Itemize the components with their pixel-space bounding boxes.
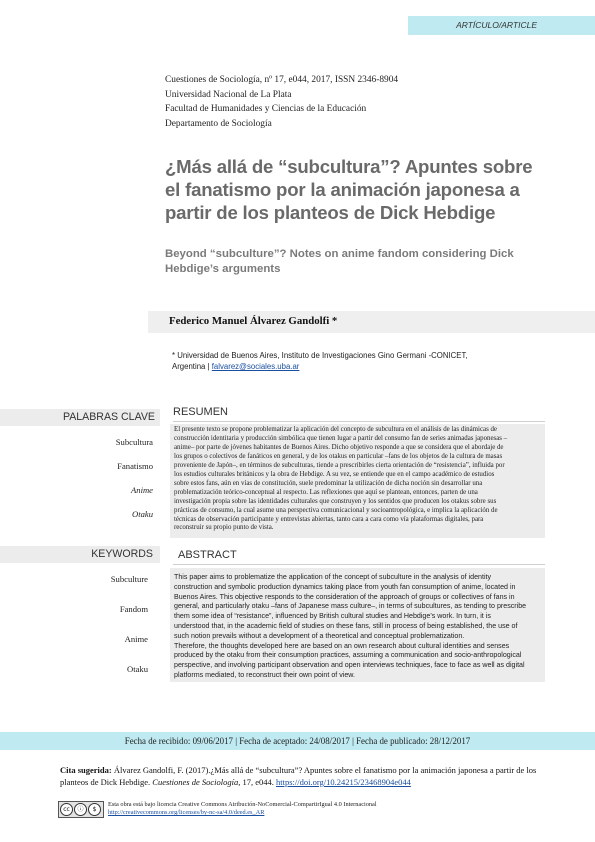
resumen-line: investigación propia sobre las identidades culturales que construyen y los sentidos que producen los otakus sobre sus xyxy=(174,497,497,505)
resumen-heading: RESUMEN xyxy=(173,406,229,418)
article-type-label: ARTÍCULO/ARTICLE xyxy=(456,20,537,30)
keyword-en: Anime xyxy=(124,634,148,644)
abstract-line: them some idea of “resistance”, influenced by British cultural studies and Hebdige’s work. In turn, it is xyxy=(174,612,491,621)
abstract-text xyxy=(174,573,542,681)
author-name: Federico Manuel Álvarez Gandolfi * xyxy=(169,315,338,327)
affiliation-line: * Universidad de Buenos Aires, Instituto de Investigaciones Gino Germani -CONICET, xyxy=(172,351,468,360)
abstract-line: understood that, in the academic field of studies on these fans, still in process of being established, the use of xyxy=(174,621,518,630)
abstract-line: platforms mediated, to reconstruct their own point of view. xyxy=(174,670,355,679)
keyword-es: Fanatismo xyxy=(117,461,153,471)
faculty-line: Facultad de Humanidades y Ciencias de la Educación xyxy=(165,104,367,115)
resumen-line: sobre estos fans, aún en vías de constitución, suele predominar la utilización de dicha noción sin desarrollar una xyxy=(174,479,483,487)
publication-dates: Fecha de recibido: 09/06/2017 | Fecha de aceptado: 24/08/2017 | Fecha de publicado: 28/12/2017 xyxy=(124,736,471,746)
keyword-en: Subculture xyxy=(110,574,148,584)
license-text: Esta obra está bajo licencia Creative Commons Atribución-NoComercial-CompartirIgual 4.0 Internacional xyxy=(108,801,377,808)
keyword-es: Subcultura xyxy=(115,437,153,447)
keywords-heading: KEYWORDS xyxy=(91,548,153,560)
abstract-line: This paper aims to problematize the application of the concept of subculture in the analysis of identity xyxy=(174,573,492,581)
resumen-line: los estudios culturales británicos y la obra de Hebdige. A su vez, se entiende que en el campo académico de estudios xyxy=(174,470,495,478)
license-link[interactable]: http://creativecommons.org/licenses/by-nc-sa/4.0/deed.es_AR xyxy=(108,809,265,816)
license-notice xyxy=(108,801,377,817)
abstract-heading: ABSTRACT xyxy=(178,549,237,561)
title-line: el fanatismo por la animación japonesa a xyxy=(165,179,520,200)
suggested-citation xyxy=(60,764,560,788)
creative-commons-badge[interactable] xyxy=(58,801,104,818)
author-affiliation xyxy=(172,350,572,372)
keyword-es: Anime xyxy=(131,485,153,495)
title-line: partir de los planteos de Dick Hebdige xyxy=(165,202,496,223)
citation-journal: Cuestiones de Sociología, xyxy=(152,777,241,787)
article-subtitle xyxy=(165,247,565,277)
abstract-rule xyxy=(173,564,545,565)
cc-icon: cc xyxy=(60,803,73,816)
affiliation-country: Argentina | xyxy=(172,362,212,371)
affiliation-line xyxy=(172,361,572,372)
resumen-line: los grupos o colectivos de fanáticos en general, y de los otakus en particular –fans de los objetos de la cultura de masas xyxy=(174,452,503,460)
subtitle-line: Hebdige’s arguments xyxy=(165,263,281,275)
title-line: ¿Más allá de “subcultura”? Apuntes sobre xyxy=(165,156,533,177)
department-line: Departamento de Sociología xyxy=(165,118,272,129)
resumen-line: técnicas de observación participante y entrevistas abiertas, tanto cara a cara como vía plataformas digitales, para xyxy=(174,515,484,523)
resumen-line: problematización teórico-conceptual al respecto. Las reflexiones que aquí se plantean, entonces, parten de una xyxy=(174,488,478,496)
nc-icon: $ xyxy=(88,803,101,816)
resumen-line: proveniente de Japón–, en términos de subculturas, tiende a prescribirles cierta orientación de “resistencia”, influida por xyxy=(174,461,505,469)
subtitle-line: Beyond “subculture”? Notes on anime fandom considering Dick xyxy=(165,248,514,260)
abstract-line: Therefore, the thoughts developed here are based on an own research about cultural identities and senses xyxy=(174,641,510,650)
keyword-en: Fandom xyxy=(119,604,148,614)
abstract-line: produced by the otaku from their consumption practices, assuming a communication and socio-anthropological xyxy=(174,651,522,660)
resumen-text xyxy=(174,426,542,533)
keyword-en: Otaku xyxy=(126,664,148,674)
journal-line: Cuestiones de Sociología, nº 17, e044, 2017, ISSN 2346-8904 xyxy=(165,75,399,85)
journal-header xyxy=(165,73,398,131)
citation-text: Álvarez Gandolfi, F. (2017).¿Más allá de “subcultura”? Apuntes sobre el fanatismo por la animación japonesa a partir de los planteos de Dick Hebdige. xyxy=(60,765,537,787)
citation-volume: 17, e044. xyxy=(240,777,277,787)
doi-link[interactable]: https://doi.org/10.24215/23468904e044 xyxy=(276,777,411,787)
resumen-line: reconstruir su propio punto de vista. xyxy=(174,524,274,532)
university-line: Universidad Nacional de La Plata xyxy=(165,89,292,100)
abstract-line: general, and particularly otaku –fans of Japanese mass culture–, in terms of subcultures, as tending to prescribe xyxy=(174,602,527,611)
palabras-clave-heading: PALABRAS CLAVE xyxy=(62,411,155,423)
abstract-line: Buenos Aires. This objective responds to the consideration of the approach of groups or collectives of fans in xyxy=(174,592,515,601)
citation-label: Cita sugerida: xyxy=(60,765,112,775)
resumen-line: anime– por parte de jóvenes habitantes de Buenos Aires. Dicho objetivo responde a que se considera que el abordaje de xyxy=(174,443,504,451)
article-title xyxy=(165,155,565,224)
abstract-line: perspective, and involving participant observation and open interviews techniques, face to face as well as digital xyxy=(174,661,525,670)
resumen-line: prácticas de consumo, la cual asume una perspectiva comunicacional y socioantropológica, e implica la aplicación de xyxy=(174,506,498,514)
article-type-tab xyxy=(408,16,595,35)
author-email-link[interactable]: falvarez@sociales.uba.ar xyxy=(211,362,300,371)
resumen-line: El presente texto se propone problematizar la aplicación del concepto de subcultura en el análisis de las dinámicas de xyxy=(174,426,497,433)
abstract-line: construction and symbolic production dynamics taking place from youth fan consumption of anime, located in xyxy=(174,582,516,591)
keyword-es: Otaku xyxy=(131,509,153,519)
abstract-line: such notion prevails without a development of a theoretical and conceptual problematization. xyxy=(174,631,465,640)
resumen-rule xyxy=(173,421,545,422)
resumen-line: construcción identitaria y producción simbólica que tienen lugar a partir del consumo fan de series animadas japonesas – xyxy=(174,434,508,442)
by-icon: ⓘ xyxy=(74,803,87,816)
